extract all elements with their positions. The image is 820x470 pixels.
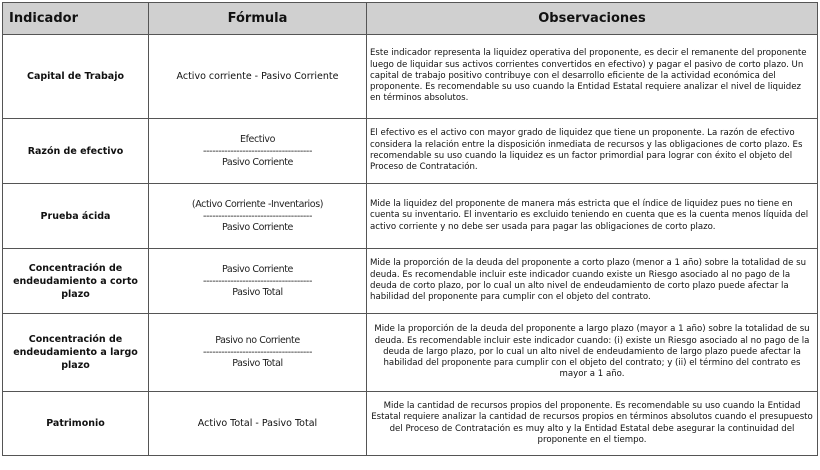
formula-denominator: Pasivo Corriente bbox=[222, 221, 293, 233]
formula-numerator: (Activo Corriente -Inventarios) bbox=[191, 198, 324, 210]
header-indicador: Indicador bbox=[3, 3, 149, 35]
formula-numerator: Efectivo bbox=[239, 133, 275, 145]
fraction-line: ------------------------------------ bbox=[202, 210, 312, 222]
indicator-name: Concentración de endeudamiento a corto plazo bbox=[3, 249, 149, 314]
table-row bbox=[3, 249, 818, 314]
table-row bbox=[3, 35, 818, 119]
formula-cell bbox=[149, 184, 367, 249]
fraction-line: ------------------------------------ bbox=[202, 347, 312, 358]
observation-text: El efectivo es el activo con mayor grado de liquidez que tiene un proponente. La razón de efectivo considera la relación entre la disposición inmediata de recursos y las obligaciones de corto plazo. Es recomendable su uso cuando la liquidez es un factor primordial para lograr con éxito el objeto del Proceso de Contratación. bbox=[367, 119, 818, 184]
fraction-line: ------------------------------------ bbox=[202, 275, 312, 287]
formula-cell bbox=[149, 392, 367, 456]
formula-text: Activo corriente - Pasivo Corriente bbox=[176, 70, 339, 82]
indicator-name: Concentración de endeudamiento a largo plazo bbox=[3, 314, 149, 392]
observation-text: Mide la proporción de la deuda del proponente a corto plazo (menor a 1 año) sobre la totalidad de su deuda. Es recomendable incluir este indicador cuando existe un Riesgo asociado al no pago de la deuda de corto plazo, por lo cual un alto nivel de endeudamiento de corto plazo puede afectar la habilidad del proponente para cumplir con el objeto del contrato. bbox=[367, 249, 818, 314]
indicator-name: Prueba ácida bbox=[3, 184, 149, 249]
header-row bbox=[3, 3, 818, 35]
table-row bbox=[3, 119, 818, 184]
table-row bbox=[3, 314, 818, 392]
observation-text: Mide la liquidez del proponente de manera más estricta que el índice de liquidez pues no tiene en cuenta su inventario. El inventario es excluido teniendo en cuenta que es la cuenta menos líquida del activo corriente y no debe ser usada para pagar las obligaciones de corto plazo. bbox=[367, 184, 818, 249]
formula-cell bbox=[149, 249, 367, 314]
formula-numerator: Pasivo no Corriente bbox=[215, 335, 300, 346]
formula-denominator: Pasivo Corriente bbox=[222, 156, 293, 168]
table-row bbox=[3, 184, 818, 249]
table-row bbox=[3, 392, 818, 456]
observation-text: Mide la cantidad de recursos propios del proponente. Es recomendable su uso cuando la Entidad Estatal requiere analizar la cantidad de recursos propios en términos absolutos cuando el presupuesto del Proceso de Contratación es muy alto y la Entidad Estatal debe asegurar la continuidad del proponente en el tiempo. bbox=[367, 392, 818, 456]
indicator-name: Razón de efectivo bbox=[3, 119, 149, 184]
formula-denominator: Pasivo Total bbox=[232, 286, 283, 298]
observation-text: Este indicador representa la liquidez operativa del proponente, es decir el remanente del proponente luego de liquidar sus activos corrientes convertidos en efectivo) y pagar el pasivo de corto plazo. Un capital de trabajo positivo contribuye con el desarrollo eficiente de la actividad económica del proponente. Es recomendable su uso cuando la Entidad Estatal requiere analizar el nivel de liquidez en términos absolutos. bbox=[367, 35, 818, 119]
formula-cell bbox=[149, 119, 367, 184]
header-observaciones: Observaciones bbox=[367, 3, 818, 35]
formula-cell bbox=[149, 314, 367, 392]
indicator-name: Patrimonio bbox=[3, 392, 149, 456]
fraction-line: ------------------------------------ bbox=[202, 145, 312, 157]
formula-numerator: Pasivo Corriente bbox=[222, 263, 293, 275]
formula-denominator: Pasivo Total bbox=[232, 358, 283, 369]
formula-cell bbox=[149, 35, 367, 119]
indicators-table bbox=[2, 2, 818, 456]
formula-text: Activo Total - Pasivo Total bbox=[197, 417, 318, 429]
observation-text: Mide la proporción de la deuda del proponente a largo plazo (mayor a 1 año) sobre la totalidad de su deuda. Es recomendable incluir este indicador cuando: (i) existe un Riesgo asociado al no pago de la deuda de largo plazo, por lo cual un alto nivel de endeudamiento de largo plazo puede afectar la habilidad del proponente para cumplir con el objeto del contrato; y (ii) el término del contrato es mayor a 1 año. bbox=[367, 314, 818, 392]
header-formula: Fórmula bbox=[149, 3, 367, 35]
indicator-name: Capital de Trabajo bbox=[3, 35, 149, 119]
